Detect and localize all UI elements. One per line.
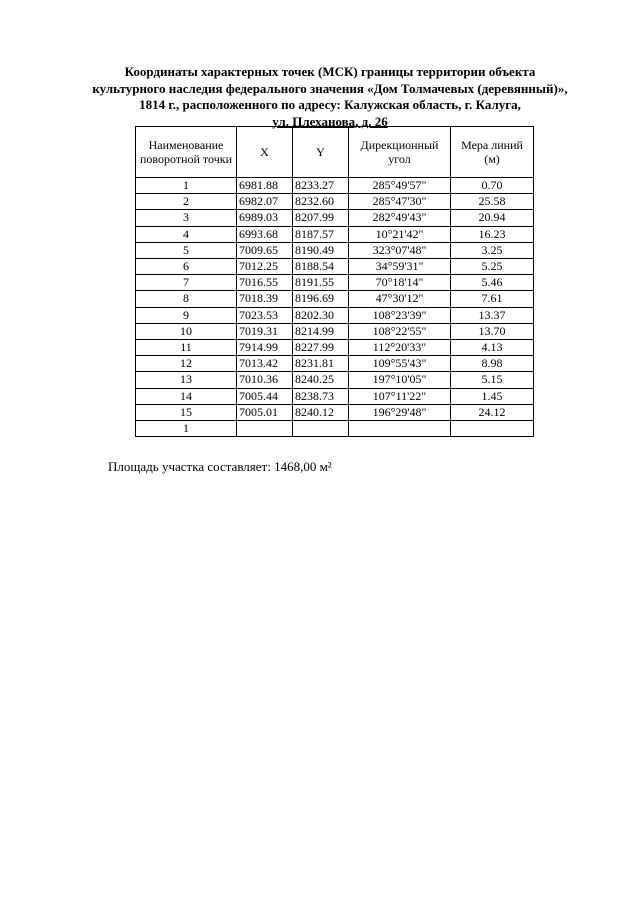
cell-x <box>237 421 293 437</box>
title-line-1: Координаты характерных точек (МСК) границы территории объекта <box>124 64 536 79</box>
cell-y: 8207.99 <box>293 210 349 226</box>
cell-line-length: 0.70 <box>451 178 534 194</box>
cell-x: 7018.39 <box>237 291 293 307</box>
table-row <box>136 307 534 323</box>
cell-x: 7016.55 <box>237 275 293 291</box>
cell-point-number: 2 <box>136 194 237 210</box>
cell-point-number: 15 <box>136 404 237 420</box>
cell-line-length: 5.46 <box>451 275 534 291</box>
table-row <box>136 194 534 210</box>
cell-direction-angle: 285°47'30" <box>349 194 451 210</box>
cell-point-number: 1 <box>136 421 237 437</box>
title-line-3: 1814 г., расположенного по адресу: Калужская область, г. Калуга, <box>139 97 521 112</box>
table-row <box>136 178 534 194</box>
cell-line-length: 13.70 <box>451 323 534 339</box>
coordinates-table <box>135 126 534 437</box>
cell-x: 6982.07 <box>237 194 293 210</box>
header-point-name: Наименование поворотной точки <box>136 127 237 178</box>
cell-line-length: 20.94 <box>451 210 534 226</box>
header-direction-angle: Дирекционный угол <box>349 127 451 178</box>
table-row <box>136 356 534 372</box>
table-row <box>136 275 534 291</box>
cell-y: 8196.69 <box>293 291 349 307</box>
table-row <box>136 340 534 356</box>
cell-direction-angle: 197°10'05" <box>349 372 451 388</box>
table-header-row <box>136 127 534 178</box>
cell-point-number: 8 <box>136 291 237 307</box>
cell-direction-angle: 108°23'39" <box>349 307 451 323</box>
cell-y: 8187.57 <box>293 226 349 242</box>
cell-point-number: 11 <box>136 340 237 356</box>
cell-y: 8240.25 <box>293 372 349 388</box>
cell-y: 8238.73 <box>293 388 349 404</box>
cell-line-length: 16.23 <box>451 226 534 242</box>
cell-point-number: 10 <box>136 323 237 339</box>
table-row <box>136 421 534 437</box>
cell-point-number: 9 <box>136 307 237 323</box>
cell-direction-angle: 112°20'33" <box>349 340 451 356</box>
cell-x: 6989.03 <box>237 210 293 226</box>
cell-direction-angle: 47°30'12" <box>349 291 451 307</box>
cell-y: 8240.12 <box>293 404 349 420</box>
cell-y: 8232.60 <box>293 194 349 210</box>
cell-line-length: 5.15 <box>451 372 534 388</box>
cell-point-number: 3 <box>136 210 237 226</box>
cell-direction-angle: 107°11'22" <box>349 388 451 404</box>
cell-y: 8227.99 <box>293 340 349 356</box>
table-row <box>136 242 534 258</box>
cell-direction-angle: 34°59'31" <box>349 259 451 275</box>
cell-line-length: 5.25 <box>451 259 534 275</box>
cell-direction-angle: 108°22'55" <box>349 323 451 339</box>
cell-line-length: 8.98 <box>451 356 534 372</box>
header-line-length: Мера линий (м) <box>451 127 534 178</box>
cell-x: 7010.36 <box>237 372 293 388</box>
table-body <box>136 178 534 437</box>
cell-direction-angle: 196°29'48" <box>349 404 451 420</box>
cell-y: 8191.55 <box>293 275 349 291</box>
table-row <box>136 210 534 226</box>
table-row <box>136 372 534 388</box>
cell-point-number: 12 <box>136 356 237 372</box>
cell-line-length: 4.13 <box>451 340 534 356</box>
cell-x: 7023.53 <box>237 307 293 323</box>
cell-line-length: 7.61 <box>451 291 534 307</box>
area-statement: Площадь участка составляет: 1468,00 м² <box>108 459 332 474</box>
cell-point-number: 5 <box>136 242 237 258</box>
cell-x: 7012.25 <box>237 259 293 275</box>
title-line-2: культурного наследия федерального значения «Дом Толмачевых (деревянный)», <box>92 80 568 96</box>
cell-line-length: 13.37 <box>451 307 534 323</box>
table-row <box>136 226 534 242</box>
cell-point-number: 7 <box>136 275 237 291</box>
cell-direction-angle <box>349 421 451 437</box>
table-row <box>136 404 534 420</box>
cell-direction-angle: 323°07'48" <box>349 242 451 258</box>
cell-y <box>293 421 349 437</box>
cell-direction-angle: 109°55'43" <box>349 356 451 372</box>
cell-point-number: 4 <box>136 226 237 242</box>
cell-y: 8231.81 <box>293 356 349 372</box>
cell-direction-angle: 282°49'43" <box>349 210 451 226</box>
cell-line-length <box>451 421 534 437</box>
cell-x: 7914.99 <box>237 340 293 356</box>
cell-line-length: 1.45 <box>451 388 534 404</box>
cell-direction-angle: 285°49'57" <box>349 178 451 194</box>
cell-direction-angle: 10°21'42" <box>349 226 451 242</box>
cell-y: 8188.54 <box>293 259 349 275</box>
table-row <box>136 259 534 275</box>
cell-x: 7013.42 <box>237 356 293 372</box>
cell-line-length: 3.25 <box>451 242 534 258</box>
cell-y: 8202.30 <box>293 307 349 323</box>
header-x: X <box>237 127 293 178</box>
table-row <box>136 388 534 404</box>
cell-point-number: 1 <box>136 178 237 194</box>
cell-x: 7009.65 <box>237 242 293 258</box>
title-line-4: ул. Плеханова, д. 26 <box>272 113 388 129</box>
cell-point-number: 13 <box>136 372 237 388</box>
table-row <box>136 291 534 307</box>
cell-y: 8233.27 <box>293 178 349 194</box>
cell-x: 7005.44 <box>237 388 293 404</box>
document-title <box>60 64 600 130</box>
cell-y: 8190.49 <box>293 242 349 258</box>
cell-line-length: 25.58 <box>451 194 534 210</box>
cell-x: 7019.31 <box>237 323 293 339</box>
cell-direction-angle: 70°18'14" <box>349 275 451 291</box>
cell-point-number: 6 <box>136 259 237 275</box>
cell-x: 6993.68 <box>237 226 293 242</box>
cell-x: 6981.88 <box>237 178 293 194</box>
cell-point-number: 14 <box>136 388 237 404</box>
table-row <box>136 323 534 339</box>
cell-y: 8214.99 <box>293 323 349 339</box>
cell-x: 7005.01 <box>237 404 293 420</box>
header-y: Y <box>293 127 349 178</box>
cell-line-length: 24.12 <box>451 404 534 420</box>
